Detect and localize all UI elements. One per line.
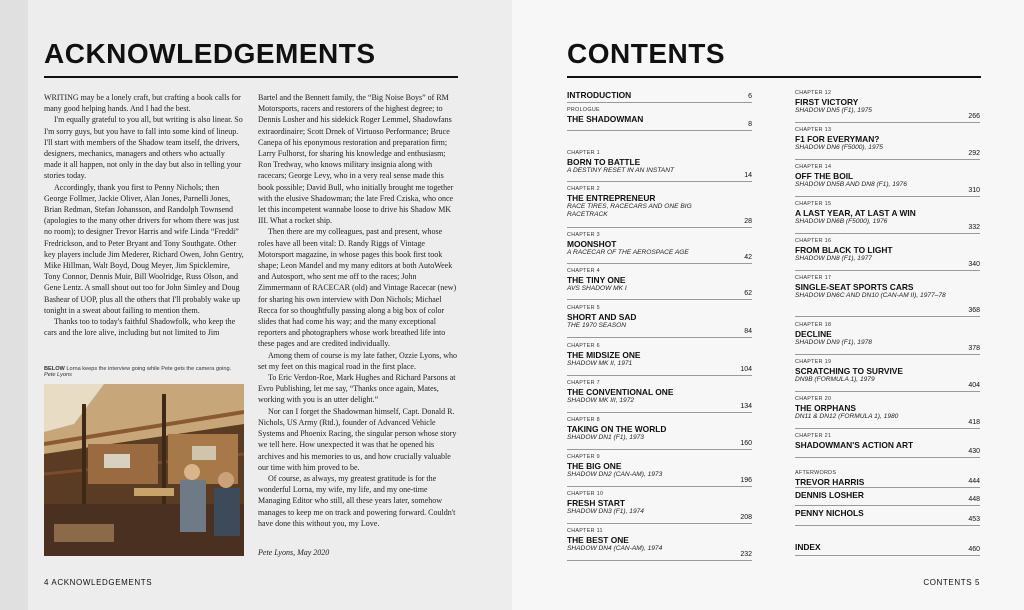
toc-kicker: CHAPTER 19 [795, 359, 832, 365]
toc-page-number: 84 [744, 328, 752, 335]
toc-page-number: 6 [748, 93, 752, 100]
toc-subtitle: SHADOW DN1 (F1), 1973 [567, 434, 644, 441]
toc-subtitle: SHADOW MK III, 1972 [567, 397, 635, 404]
toc-kicker: CHAPTER 15 [795, 201, 832, 207]
paragraph: Among them of course is my late father, Ozzie Lyons, who set my feet on this magical road in the first place. [258, 350, 457, 371]
toc-title: THE ENTREPRENEUR [567, 193, 656, 203]
toc-title: A LAST YEAR, AT LAST A WIN [795, 208, 916, 218]
acknowledgements-column-1 [44, 92, 244, 338]
toc-kicker: CHAPTER 3 [567, 232, 600, 238]
toc-kicker: CHAPTER 4 [567, 268, 600, 274]
toc-title: THE CONVENTIONAL ONE [567, 387, 674, 397]
toc-title: TAKING ON THE WORLD [567, 424, 667, 434]
toc-kicker: CHAPTER 14 [795, 164, 832, 170]
toc-subtitle: SHADOW DN6C AND DN10 (CAN-AM II), 1977–78 [795, 292, 946, 299]
toc-kicker: CHAPTER 2 [567, 186, 600, 192]
toc-entry[interactable] [567, 150, 752, 182]
workshop-photo [44, 384, 244, 556]
toc-kicker: CHAPTER 12 [795, 90, 832, 96]
toc-entry[interactable] [795, 90, 980, 123]
page-edge-band [0, 0, 28, 610]
toc-entry[interactable] [795, 359, 980, 392]
toc-subtitle: SHADOW DN5 (F1), 1975 [795, 107, 872, 114]
toc-subtitle: SHADOW DN2 (CAN-AM), 1973 [567, 471, 663, 478]
workshop-photo-image [44, 384, 244, 556]
toc-subtitle: SHADOW DN5B AND DN8 (F1), 1976 [795, 181, 907, 188]
toc-title: INDEX [795, 542, 821, 552]
toc-kicker: CHAPTER 6 [567, 343, 600, 349]
toc-title: THE ORPHANS [795, 403, 856, 413]
toc-page-number: 232 [740, 551, 752, 558]
toc-title: SINGLE-SEAT SPORTS CARS [795, 282, 914, 292]
toc-entry[interactable] [567, 343, 752, 376]
acknowledgements-heading: ACKNOWLEDGEMENTS [44, 38, 376, 69]
left-folio: 4 ACKNOWLEDGEMENTS [44, 578, 153, 587]
toc-kicker: CHAPTER 5 [567, 305, 600, 311]
toc-entry[interactable] [567, 454, 752, 487]
toc-page-number: 104 [740, 366, 752, 373]
toc-title: FIRST VICTORY [795, 97, 859, 107]
toc-title: THE SHADOWMAN [567, 114, 644, 124]
toc-page-number: 134 [740, 403, 752, 410]
toc-title: THE BEST ONE [567, 535, 629, 545]
toc-entry[interactable] [795, 470, 980, 488]
toc-page-number: 460 [968, 546, 980, 553]
toc-page-number: 453 [968, 516, 980, 523]
toc-kicker: CHAPTER 21 [795, 433, 832, 439]
toc-entry[interactable] [795, 164, 980, 197]
toc-kicker: PROLOGUE [567, 107, 600, 113]
toc-subtitle: RACE TIRES, RACECARS AND ONE BIG RACETRACK [567, 203, 692, 218]
toc-subtitle: SHADOW DN6 (F5000), 1975 [795, 144, 883, 151]
toc-title: SHORT AND SAD [567, 312, 637, 322]
toc-kicker: CHAPTER 7 [567, 380, 600, 386]
toc-title: MOONSHOT [567, 239, 617, 249]
toc-entry[interactable] [795, 508, 980, 526]
paragraph: Then there are my colleagues, past and present, whose roles have all been vital: D. Randy Riggs of Vintage Motorsport magazine, in whose pages this book first took shape; Leon Mandel and my many editors at both AutoWeek and Autosport, who sent me off to the races; John Zimmermann of RACECAR (old) and Vintage Racecar (new) for sharing his own interview with Don Nichols; Michael Recca for so thoughtfully passing along a big box of color slides that had come his way; and the many exceptional reporters and photographers whose work breathed life into these pages and are credited individually. [258, 227, 457, 349]
toc-entry[interactable] [567, 380, 752, 413]
toc-page-number: 14 [744, 172, 752, 179]
toc-title: FRESH START [567, 498, 626, 508]
toc-title: THE MIDSIZE ONE [567, 350, 641, 360]
heading-rule [567, 76, 981, 78]
toc-title: THE BIG ONE [567, 461, 622, 471]
toc-subtitle: DN11 & DN12 (FORMULA 1), 1980 [795, 413, 899, 420]
toc-page-number: 310 [968, 187, 980, 194]
toc-kicker: CHAPTER 17 [795, 275, 832, 281]
caption-lead: BELOW [44, 366, 65, 372]
toc-page-number: 404 [968, 382, 980, 389]
toc-entry[interactable] [795, 238, 980, 271]
toc-subtitle: SHADOW DN9 (F1), 1978 [795, 339, 872, 346]
toc-page-number: 62 [744, 290, 752, 297]
toc-page-number: 332 [968, 224, 980, 231]
toc-entry[interactable] [567, 232, 752, 264]
acknowledgements-column-2 [258, 92, 458, 529]
paragraph: I'm equally grateful to you all, but writing is also linear. So I'm sorry guys, but you have to fall into some kind of lineup. I'll start with members of the Shadow team itself, the drivers, designers, mechanics, managers and others who actually made it all happen, not only in the day but also in telling your stories today. [44, 115, 243, 181]
toc-title: SHADOWMAN'S ACTION ART [795, 440, 914, 450]
toc-title: FROM BLACK TO LIGHT [795, 245, 893, 255]
toc-title: SCRATCHING TO SURVIVE [795, 366, 903, 376]
toc-page-number: 208 [740, 514, 752, 521]
caption-credit: Pete Lyons [44, 372, 72, 378]
paragraph: Nor can I forget the Shadowman himself, Capt. Donald R. Nichols, US Army (Rtd.), founder of Advanced Vehicle Systems and Phoenix Racing, the singular person whose story we tell here. How unexpected it was that he opened his archives and his memories to us, and how crucially valuable our time with him proved to be. [258, 406, 457, 472]
toc-page-number: 418 [968, 419, 980, 426]
toc-title: TREVOR HARRIS [795, 477, 865, 487]
toc-entry[interactable] [795, 396, 980, 429]
toc-entry[interactable] [795, 433, 980, 458]
toc-title: PENNY NICHOLS [795, 508, 864, 518]
toc-kicker: CHAPTER 20 [795, 396, 832, 402]
toc-subtitle: SHADOW MK II, 1971 [567, 360, 633, 367]
toc-entry[interactable] [567, 107, 752, 131]
toc-kicker: CHAPTER 13 [795, 127, 832, 133]
toc-title: INTRODUCTION [567, 90, 632, 100]
toc-entry[interactable] [567, 268, 752, 300]
toc-entry[interactable] [567, 90, 752, 103]
toc-subtitle: SHADOW DN4 (CAN-AM), 1974 [567, 545, 663, 552]
toc-entry[interactable] [795, 201, 980, 234]
heading-rule [44, 76, 458, 78]
toc-title: F1 FOR EVERYMAN? [795, 134, 880, 144]
toc-subtitle: A RACECAR OF THE AEROSPACE AGE [567, 249, 689, 256]
toc-title: OFF THE BOIL [795, 171, 854, 181]
toc-page-number: 340 [968, 261, 980, 268]
paragraph: Of course, as always, my greatest gratitude is for the wonderful Lorna, my wife, my life, and my one-time Managing Editor who still, all these years later, somehow manages to keep me on track and powering forward. Couldn't have done this without you, my Love. [258, 473, 456, 528]
toc-subtitle: DN9B (FORMULA 1), 1979 [795, 376, 875, 383]
toc-title: DECLINE [795, 329, 832, 339]
signoff: Pete Lyons, May 2020 [258, 548, 330, 557]
toc-entry[interactable] [795, 127, 980, 160]
toc-page-number: 266 [968, 113, 980, 120]
toc-entry[interactable] [795, 542, 980, 556]
toc-kicker: CHAPTER 1 [567, 150, 600, 156]
toc-subtitle: A DESTINY RESET IN AN INSTANT [567, 167, 674, 174]
caption-text: Lorna keeps the interview going while Pete gets the camera going. [64, 366, 232, 372]
toc-entry[interactable] [567, 491, 752, 524]
toc-subtitle: SHADOW DN6B (F5000), 1976 [795, 218, 888, 225]
toc-subtitle: AVS SHADOW MK I [567, 285, 627, 292]
toc-kicker: CHAPTER 18 [795, 322, 832, 328]
toc-subtitle: THE 1970 SEASON [567, 322, 627, 329]
toc-page-number: 444 [968, 478, 980, 485]
right-folio: CONTENTS 5 [923, 578, 980, 587]
toc-entry[interactable] [567, 417, 752, 450]
toc-kicker: CHAPTER 10 [567, 491, 604, 497]
toc-page-number: 368 [968, 307, 980, 314]
toc-entry[interactable] [567, 186, 752, 228]
toc-kicker: CHAPTER 16 [795, 238, 832, 244]
toc-title: THE TINY ONE [567, 275, 626, 285]
toc-page-number: 292 [968, 150, 980, 157]
toc-entry[interactable] [795, 322, 980, 355]
toc-kicker: AFTERWORDS [795, 470, 837, 476]
paragraph: Accordingly, thank you first to Penny Nichols; then George Follmer, Jackie Oliver, Alan Jones, Parnelli Jones, Brian Redman, Stefan Johansson, and Randolph Townsend (apologies to the many other drivers for whom there was just no room); to designer Trevor Harris and wife Linda “Freddi” Fredrickson, and to Peter Bryant and Tony Southgate. Other key players include Jim Mederer, Richard Owen, John Gentry, Mike Hillman, Walt Boyd, Doug Meyer, Jim Spicklemire, Tony Connor, Dennis Muir, Bill Woolridge, Russ Olson, and Gene Lentz. A small shout out too for John Simley and Doug Bashear of UOP, plus all the others that I'll probably wake up tonight in a sweat about failing to mention them. [44, 182, 244, 315]
toc-page-number: 378 [968, 345, 980, 352]
toc-page-number: 448 [968, 496, 980, 503]
toc-entry[interactable] [567, 305, 752, 338]
toc-subtitle: SHADOW DN3 (F1), 1974 [567, 508, 644, 515]
toc-page-number: 160 [740, 440, 752, 447]
photo-caption [44, 366, 244, 378]
toc-entry[interactable] [795, 490, 980, 506]
toc-entry[interactable] [567, 528, 752, 561]
toc-kicker: CHAPTER 8 [567, 417, 600, 423]
toc-page-number: 430 [968, 448, 980, 455]
contents-heading: CONTENTS [567, 38, 725, 69]
toc-title: BORN TO BATTLE [567, 157, 641, 167]
paragraph: Thanks too to today's faithful Shadowfolk, who keep the cars and the lore alive, including but not limited to Jim [44, 317, 236, 338]
paragraph: Bartel and the Bennett family, the “Big Noise Boys” of RM Motorsports, racers and restorers of the highest degree; to Dennis Losher and his sidekick Roger Lemmel, Shadowfans extraordinaire; Scott Drnek of Virtuoso Performance; Bruce Canepa of his eponymous restoration and preparation firm; Larry Fulhorst, for sharing his knowledge and enthusiasm; Ron Tredway, who knows military insignia along with racecars; George Levy, who in a very real sense made this book possible; David Bull, who initially brought me together with the elusive Shadowman; the late Fred Cziska, who once let this incompetent wannabe loose to drive his Shadow MK III. What a rocket ship. [258, 93, 454, 226]
toc-page-number: 196 [740, 477, 752, 484]
toc-page-number: 28 [744, 218, 752, 225]
paragraph: WRITING may be a lonely craft, but crafting a book calls for many good helping hands. And I had the best. [44, 93, 241, 114]
toc-kicker: CHAPTER 9 [567, 454, 600, 460]
toc-title: DENNIS LOSHER [795, 490, 864, 500]
toc-entry[interactable] [795, 275, 980, 317]
toc-subtitle: SHADOW DN8 (F1), 1977 [795, 255, 872, 262]
toc-page-number: 8 [748, 121, 752, 128]
toc-kicker: CHAPTER 11 [567, 528, 603, 534]
paragraph: To Eric Verdon-Roe, Mark Hughes and Richard Parsons at Evro Publishing, let me say, “Thanks once again, Mates, working with you is an utter delight.” [258, 373, 456, 405]
toc-page-number: 42 [744, 254, 752, 261]
